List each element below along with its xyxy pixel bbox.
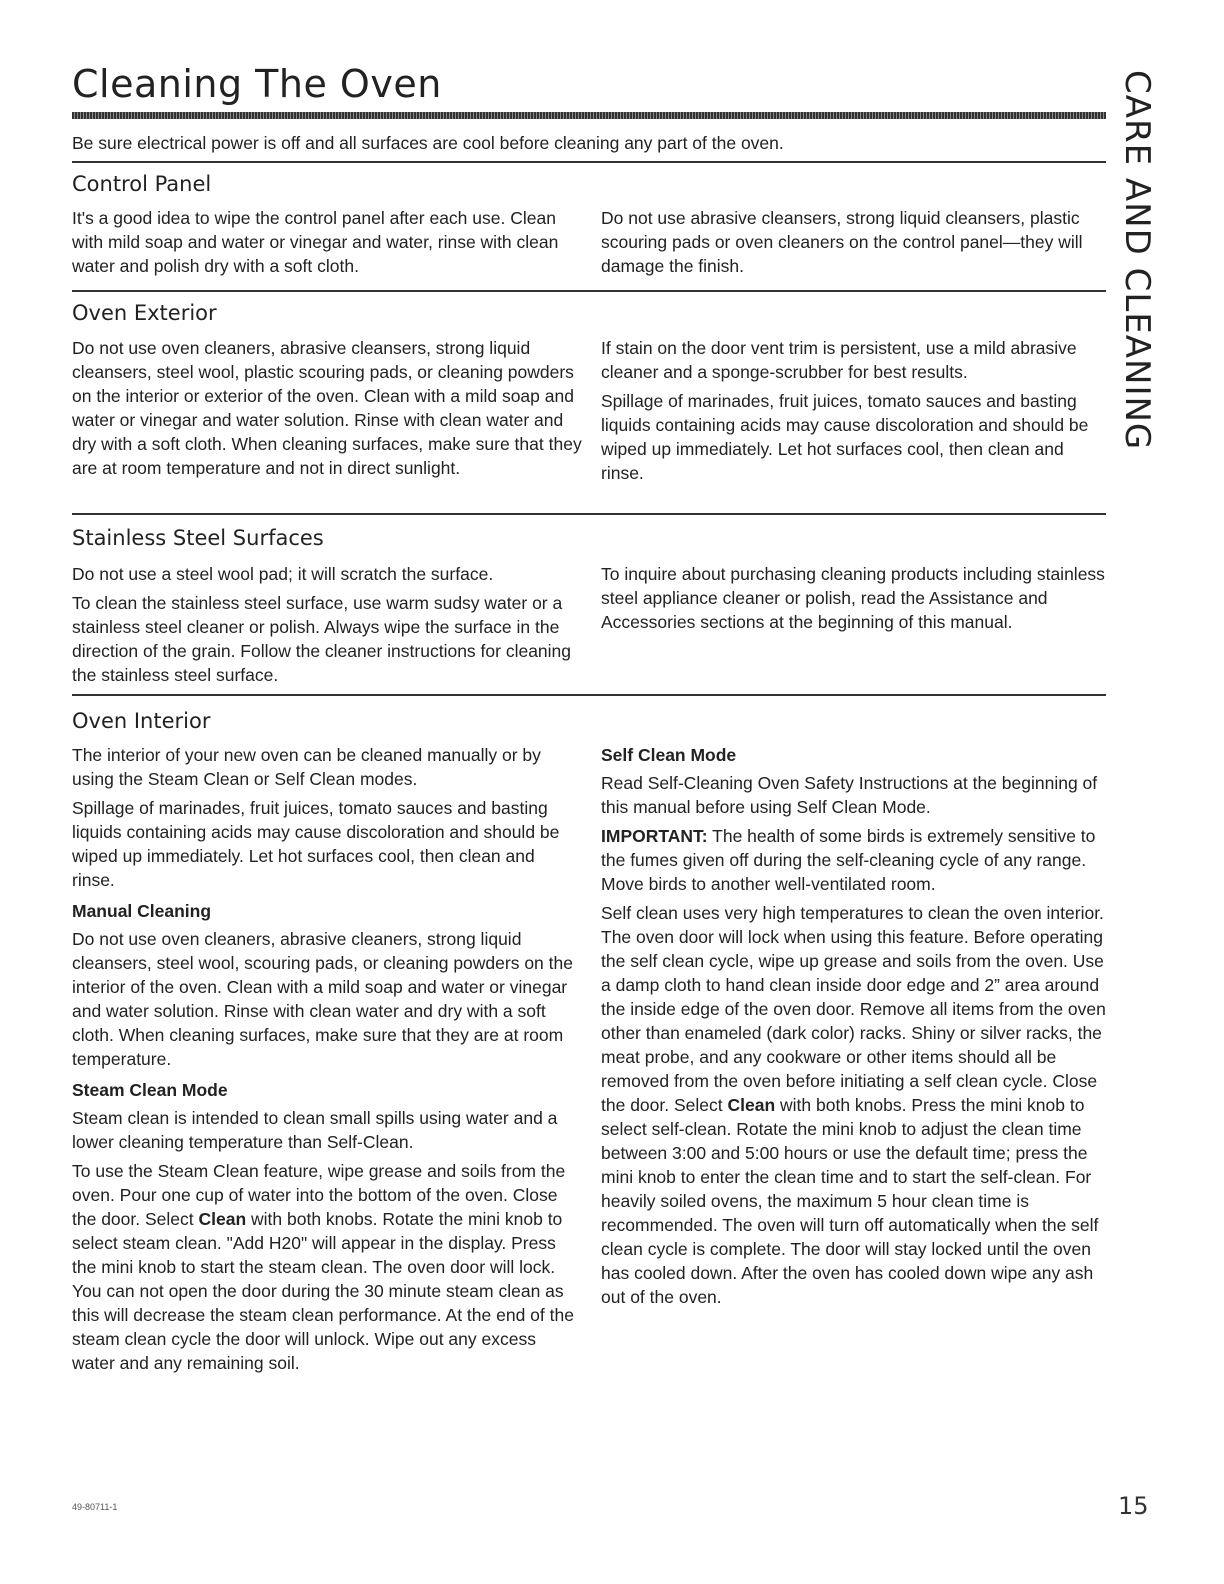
intro-text: Be sure electrical power is off and all surfaces are cool before cleaning any part of the oven. [72,133,784,153]
paragraph: Do not use abrasive cleansers, strong liquid cleansers, plastic scouring pads or oven cleaners on the control panel—they will damage the finish. [601,208,1083,276]
section-title-oven-interior: Oven Interior [72,709,211,733]
bold-text: Clean [727,1095,776,1115]
text-run: To use the Steam Clean feature, wipe grease and soils from the oven. Pour one cup of water into the bottom of the oven. Close the door. Select [72,1161,566,1229]
control-panel-left [72,206,582,283]
paragraph: If stain on the door vent trim is persistent, use a mild abrasive cleaner and a sponge-scrubber for best results. [601,338,1077,382]
stainless-left [72,562,582,692]
paragraph: The interior of your new oven can be cleaned manually or by using the Steam Clean or Self Clean modes. [72,745,541,789]
title-rule [72,112,1106,119]
stainless-right [601,562,1111,639]
oven-exterior-right [601,336,1111,490]
paragraph: It's a good idea to wipe the control panel after each use. Clean with mild soap and water or vinegar and water, rinse with clean water and polish dry with a soft cloth. [72,208,559,276]
paragraph: Read Self-Cleaning Oven Safety Instructions at the beginning of this manual before using Self Clean Mode. [601,773,1098,817]
section-divider [72,161,1106,163]
oven-interior-right [601,743,1111,1314]
text-run: The health of some birds is extremely sensitive to the fumes given off during the self-cleaning cycle of any range. Move birds to another well-ventilated room. [601,826,1096,894]
paragraph: Spillage of marinades, fruit juices, tomato sauces and basting liquids containing acids may cause discoloration and should be wiped up immediately. Let hot surfaces cool, then clean and rinse. [72,798,560,890]
bold-text: Clean [198,1209,247,1229]
side-tab [1117,70,1167,451]
paragraph: Do not use oven cleaners, abrasive cleaners, strong liquid cleansers, steel wool, scouring pads, or cleaning powders on the interior of the oven. Clean with a mild soap and water or vinegar and water solution. Rinse with clean water and dry with a soft cloth. When cleaning surfaces, make sure that they are at room temperature. [72,929,573,1069]
control-panel-right [601,206,1111,283]
section-title-control-panel: Control Panel [72,172,212,196]
paragraph [601,901,1111,1309]
oven-interior-left [72,743,582,1380]
section-divider [72,290,1106,292]
important-label: IMPORTANT: [601,826,708,846]
subheading-self-clean: Self Clean Mode [601,745,737,765]
paragraph [72,1159,582,1375]
document-number: 49-80711-1 [72,1502,118,1512]
paragraph: Do not use a steel wool pad; it will scratch the surface. [72,564,494,584]
section-divider [72,513,1106,515]
paragraph [601,824,1111,896]
paragraph: Spillage of marinades, fruit juices, tomato sauces and basting liquids containing acids may cause discoloration and should be wiped up immediately. Let hot surfaces cool, then clean and rinse. [601,391,1089,483]
page-number: 15 [1118,1492,1149,1520]
paragraph: Do not use oven cleaners, abrasive cleansers, strong liquid cleansers, steel wool, plastic scouring pads, or cleaning powders on the interior or exterior of the oven. Clean with a mild soap and water or vinegar and water solution. Rinse with clean water and dry with a soft cloth. When cleaning surfaces, make sure that they are at room temperature and not in direct sunlight. [72,338,582,478]
subheading-manual-cleaning: Manual Cleaning [72,901,212,921]
oven-exterior-left [72,336,582,485]
paragraph: To inquire about purchasing cleaning products including stainless steel appliance cleaner or polish, read the Assistance and Accessories sections at the beginning of this manual. [601,564,1105,632]
text-run: with both knobs. Press the mini knob to select self-clean. Rotate the mini knob to adjust the clean time between 3:00 and 5:00 hours or use the default time; press the mini knob to enter the clean time and to start the self-clean. For heavily soiled ovens, the maximum 5 hour clean time is recommended. The oven will turn off automatically when the self clean cycle is complete. The door will stay locked until the oven has cooled down. After the oven has cooled down wipe any ash out of the oven. [601,1095,1099,1307]
text-run: Self clean uses very high temperatures to clean the oven interior. The oven door will lock when using this feature. Before operating the self clean cycle, wipe up grease and soils from the oven. Use a damp cloth to hand clean inside door edge and 2” area around the inside edge of the oven door. Remove all items from the oven other than enameled (dark color) racks. Shiny or silver racks, the meat probe, and any cookware or other items should all be removed from the oven before initiating a self clean cycle. Close the door. Select [601,903,1106,1115]
section-divider [72,694,1106,696]
paragraph: Steam clean is intended to clean small spills using water and a lower cleaning temperature than Self-Clean. [72,1108,558,1152]
side-tab-label: CARE AND CLEANING [1117,70,1157,451]
text-run: with both knobs. Rotate the mini knob to select steam clean. "Add H20" will appear in the display. Press the mini knob to start the steam clean. The oven door will lock. You can not open the door during the 30 minute steam clean as this will decrease the steam clean performance. At the end of the steam clean cycle the door will unlock. Wipe out any excess water and any remaining soil. [72,1209,574,1373]
subheading-steam-clean: Steam Clean Mode [72,1080,228,1100]
section-title-oven-exterior: Oven Exterior [72,301,217,325]
section-title-stainless: Stainless Steel Surfaces [72,526,324,550]
paragraph: To clean the stainless steel surface, use warm sudsy water or a stainless steel cleaner or polish. Always wipe the surface in the direction of the grain. Follow the cleaner instructions for cleaning the stainless steel surface. [72,593,572,685]
page-title: Cleaning The Oven [72,62,442,106]
